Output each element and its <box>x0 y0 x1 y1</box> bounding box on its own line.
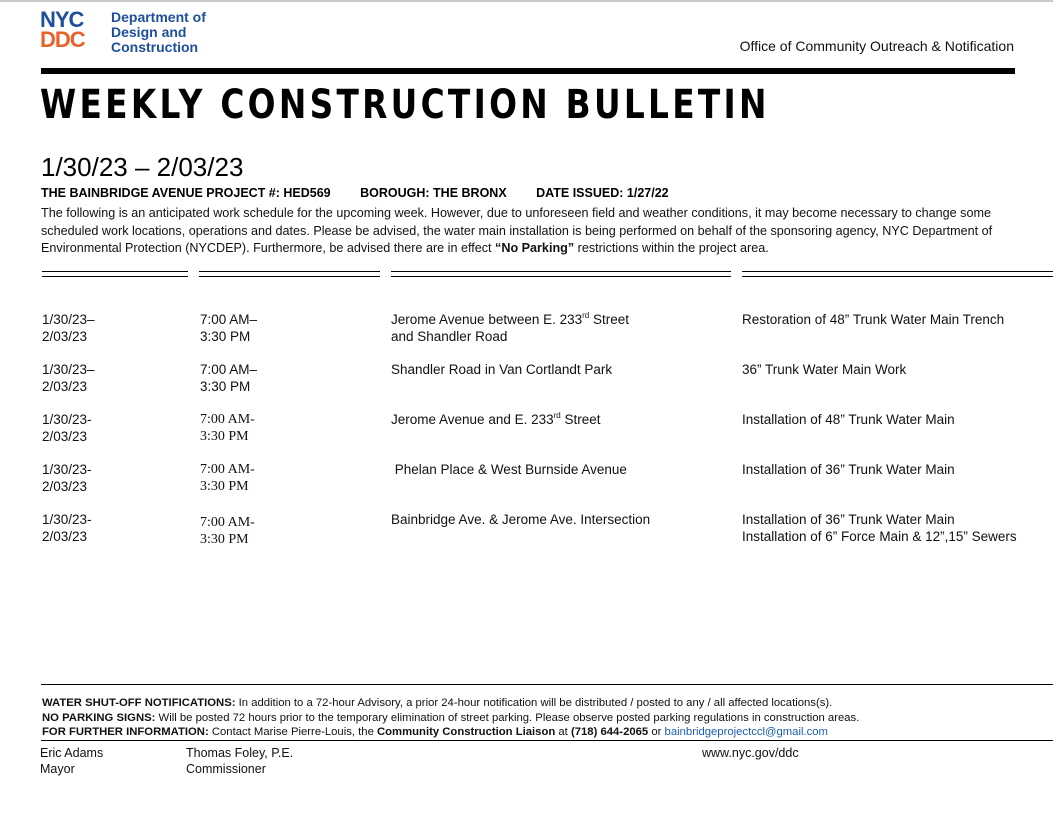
row-work <box>742 411 1047 428</box>
water-shutoff-text: In addition to a 72-hour Advisory, a prior 24-hour notification will be distributed / posted to any / all affected locations(s). <box>235 697 833 709</box>
nyc-ddc-logo <box>40 7 215 56</box>
row-work <box>742 511 1047 545</box>
header-rule <box>41 68 1015 74</box>
row-date <box>42 311 142 345</box>
date-start: 1/30/23- <box>42 462 92 477</box>
project-number: THE BAINBRIDGE AVENUE PROJECT #: HED569 <box>41 186 331 200</box>
no-parking-notice <box>42 711 1042 726</box>
no-parking-text: Will be posted 72 hours prior to the temporary elimination of street parking. Please observe posted parking regulations in construction areas. <box>155 711 860 724</box>
logo-agency-name <box>111 10 206 55</box>
row-time <box>200 411 320 445</box>
date-start: 1/30/23– <box>42 362 95 377</box>
mayor-name: Eric Adams <box>40 746 104 760</box>
location-text: Jerome Avenue and E. 233 <box>391 412 554 427</box>
further-info-text-3: or <box>648 726 665 738</box>
row-date <box>42 511 142 545</box>
row-location <box>391 361 691 378</box>
liaison-phone: (718) 644-2065 <box>570 726 649 738</box>
time-end: 3:30 PM <box>200 532 249 547</box>
website-link[interactable]: www.nyc.gov/ddc <box>702 746 799 760</box>
no-parking-label: NO PARKING SIGNS: <box>42 711 156 724</box>
location-text: Phelan Place & West Burnside Avenue <box>391 462 627 477</box>
work-item-2: Installation of 6” Force Main & 12”,15” Sewers <box>742 529 1017 544</box>
time-start: 7:00 AM- <box>200 412 255 427</box>
logo-nyc-mark: NYC <box>40 7 84 32</box>
row-time <box>200 311 320 345</box>
date-end: 2/03/23 <box>42 529 88 544</box>
bulletin-date-range: 1/30/23 – 2/03/23 <box>41 152 244 182</box>
intro-text: The following is an anticipated work schedule for the upcoming week. However, due to unforeseen field and weather conditions, it may become necessary to change some scheduled work locations, operations and dates. Please be advised, the water main installation is being performed on behalf of the sponsoring agency, NYC Department of Environmental Protection (NYCDEP). Furthermore, be advised there are in effect <box>41 206 993 255</box>
time-start: 7:00 AM– <box>200 312 258 327</box>
bulletin-title: WEEKLY CONSTRUCTION BULLETIN <box>40 82 770 128</box>
location-text-end: Street <box>589 312 630 327</box>
time-start: 7:00 AM– <box>200 362 258 377</box>
logo-line-2: Design and <box>111 24 187 40</box>
further-info-text-2: at <box>555 726 571 738</box>
date-end: 2/03/23 <box>42 429 88 444</box>
date-end: 2/03/23 <box>42 329 88 344</box>
date-end: 2/03/23 <box>42 479 88 494</box>
intro-text-end: restrictions within the project area. <box>574 241 769 255</box>
column-rule-time <box>199 271 380 277</box>
top-border <box>0 0 1053 2</box>
date-issued: DATE ISSUED: 1/27/22 <box>536 186 669 200</box>
row-location <box>391 511 691 528</box>
column-rule-date <box>42 271 188 277</box>
commissioner-name: Thomas Foley, P.E. <box>186 746 294 760</box>
logo-line-3: Construction <box>111 39 199 55</box>
row-date <box>42 461 142 495</box>
location-text: Bainbridge Ave. & Jerome Ave. Intersection <box>391 512 651 527</box>
time-start: 7:00 AM- <box>200 515 255 530</box>
row-time <box>200 461 320 495</box>
ordinal-suffix: rd <box>582 311 590 320</box>
liaison-role: Community Construction Liaison <box>377 726 556 738</box>
work-item: 36” Trunk Water Main Work <box>742 362 907 377</box>
water-shutoff-label: WATER SHUT-OFF NOTIFICATIONS: <box>42 697 236 709</box>
footer-top-rule <box>41 684 1053 685</box>
time-end: 3:30 PM <box>200 379 251 394</box>
no-parking-emphasis: “No Parking” <box>495 241 575 255</box>
row-location <box>391 311 691 345</box>
row-work <box>742 361 1047 378</box>
work-item: Installation of 36” Trunk Water Main <box>742 462 955 477</box>
work-item: Restoration of 48” Trunk Water Main Trench <box>742 312 1005 327</box>
footer-notices <box>42 696 1042 740</box>
location-text-end: Street <box>560 412 601 427</box>
location-text: Jerome Avenue between E. 233 <box>391 312 583 327</box>
location-text: Shandler Road in Van Cortlandt Park <box>391 362 613 377</box>
row-location <box>391 461 691 478</box>
row-date <box>42 361 142 395</box>
location-line-2: and Shandler Road <box>391 329 508 344</box>
further-info-text: Contact Marise Pierre-Louis, the <box>208 726 377 738</box>
time-end: 3:30 PM <box>200 479 249 494</box>
logo-ddc-mark: DDC <box>40 27 85 52</box>
date-start: 1/30/23- <box>42 512 92 527</box>
water-shutoff-notice <box>42 696 1042 711</box>
date-start: 1/30/23– <box>42 312 95 327</box>
row-time <box>200 361 320 395</box>
work-item: Installation of 36” Trunk Water Main <box>742 512 955 527</box>
column-rule-location <box>391 271 731 277</box>
commissioner-signature <box>186 745 293 777</box>
time-end: 3:30 PM <box>200 329 251 344</box>
logo-line-1: Department of <box>111 9 206 25</box>
row-work <box>742 461 1047 478</box>
further-info-label: FOR FURTHER INFORMATION: <box>42 726 209 738</box>
footer-bottom-rule <box>41 740 1053 741</box>
office-name: Office of Community Outreach & Notification <box>739 38 1014 54</box>
project-info-line <box>41 186 695 200</box>
mayor-title: Mayor <box>40 762 75 776</box>
further-info-notice <box>42 725 1042 740</box>
date-start: 1/30/23- <box>42 412 92 427</box>
row-work <box>742 311 1047 328</box>
intro-paragraph <box>41 205 1017 258</box>
column-rule-work <box>742 271 1053 277</box>
work-item: Installation of 48” Trunk Water Main <box>742 412 955 427</box>
date-end: 2/03/23 <box>42 379 88 394</box>
commissioner-title: Commissioner <box>186 762 266 776</box>
mayor-signature <box>40 745 103 777</box>
liaison-email-link[interactable]: bainbridgeprojectccl@gmail.com <box>664 726 828 738</box>
row-location <box>391 411 691 428</box>
ordinal-suffix: rd <box>553 411 561 420</box>
row-time <box>200 514 320 548</box>
time-start: 7:00 AM- <box>200 462 255 477</box>
row-date <box>42 411 142 445</box>
time-end: 3:30 PM <box>200 429 249 444</box>
borough: BOROUGH: THE BRONX <box>360 186 507 200</box>
